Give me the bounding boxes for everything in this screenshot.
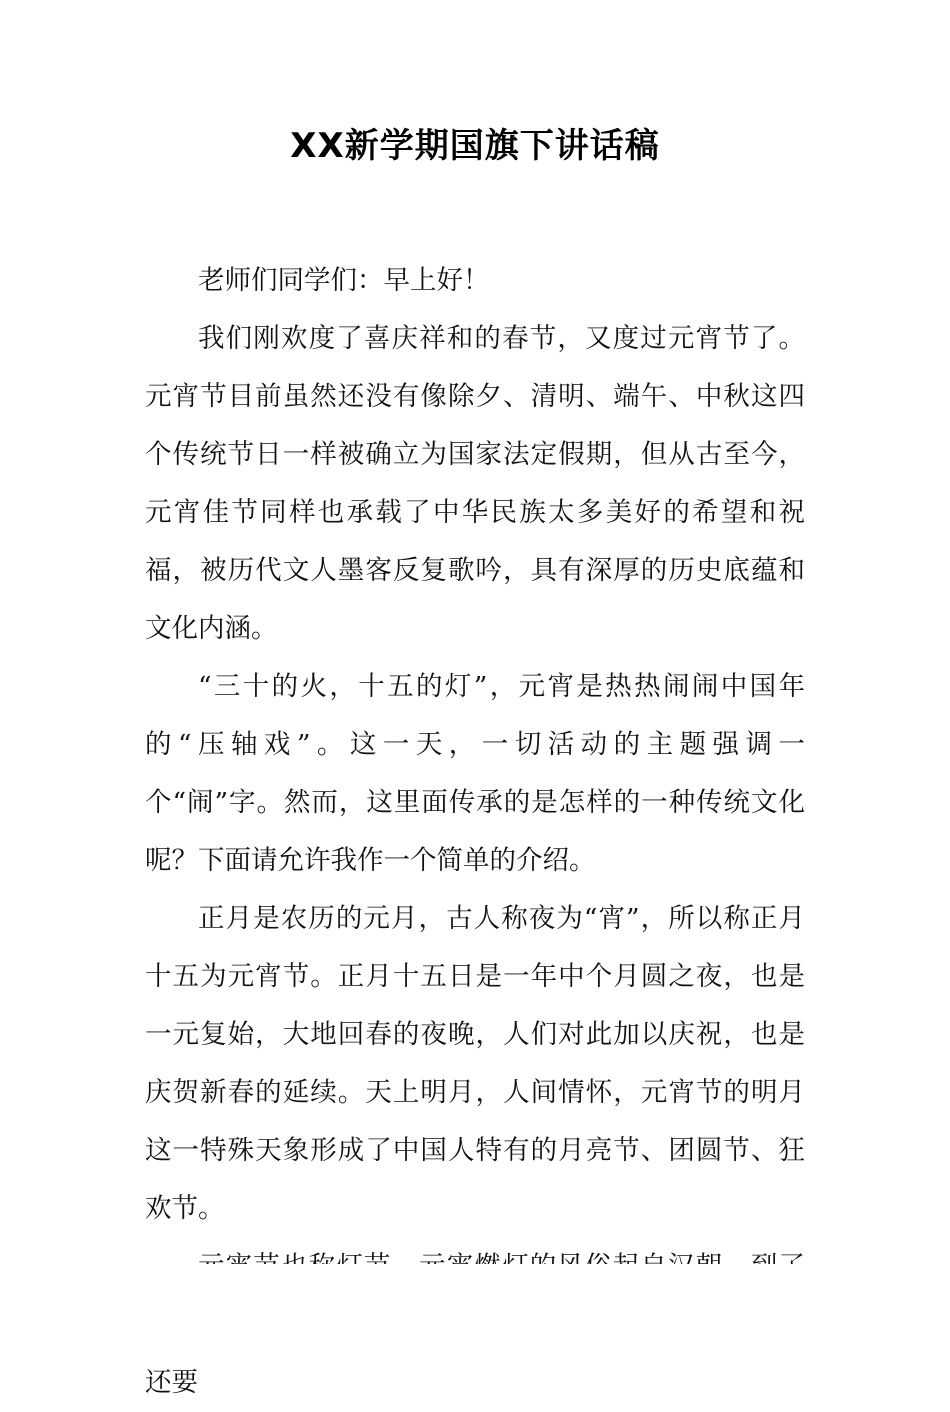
document-body xyxy=(145,252,805,1412)
page-bottom-margin xyxy=(0,1264,950,1344)
paragraph: 还要 xyxy=(145,1367,198,1398)
document-title: XX新学期国旗下讲话稿 xyxy=(290,126,660,166)
paragraph: “三十的火，十五的灯”，元宵是热热闹闹中国年的“压轴戏”。这一天，一切活动的主题强调一个“闹”字。然而，这里面传承的是怎样的一种传统文化呢？下面请允许我作一个简单的介绍。 xyxy=(145,671,805,876)
paragraph: 我们刚欢度了喜庆祥和的春节，又度过元宵节了。元宵节目前虽然还没有像除夕、清明、端午、中秋这四个传统节日一样被确立为国家法定假期，但从古至今，元宵佳节同样也承载了中华民族太多美好的希望和祝福，被历代文人墨客反复歌吟，具有深厚的历史底蕴和文化内涵。 xyxy=(145,323,805,644)
greeting-line: 老师们同学们：早上好！ xyxy=(198,265,490,296)
paragraph: 正月是农历的元月，古人称夜为“宵”，所以称正月十五为元宵节。正月十五日是一年中个月圆之夜，也是一元复始，大地回春的夜晚，人们对此加以庆祝，也是庆贺新春的延续。天上明月，人间情怀，元宵节的明月这一特殊天象形成了中国人特有的月亮节、团圆节、狂欢节。 xyxy=(145,903,805,1224)
